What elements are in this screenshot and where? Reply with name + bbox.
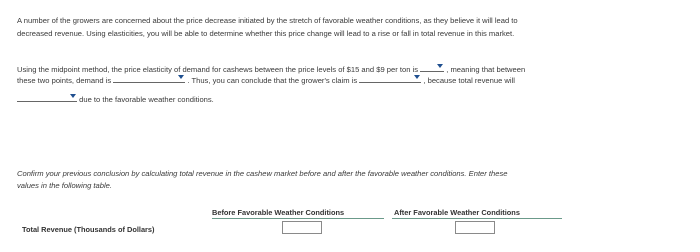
question-text-2a: these two points, demand is <box>17 76 112 85</box>
intro-line-1: A number of the growers are concerned about the price decrease initiated by the stretch of favorable weather conditions, as they believe it will lead to <box>17 16 518 25</box>
question-text-2b: . Thus, you can conclude that the grower's claim is <box>187 76 358 85</box>
chevron-down-icon <box>414 75 420 79</box>
question-text-3: due to the favorable weather conditions. <box>79 95 214 104</box>
demand-elasticity-dropdown[interactable] <box>113 74 185 83</box>
header-underline-after <box>392 218 562 219</box>
chevron-down-icon <box>437 64 443 68</box>
confirm-line-1: Confirm your previous conclusion by calculating total revenue in the cashew market before and after the favorable weather conditions. Enter these <box>17 169 508 178</box>
question-line-3 <box>17 93 214 105</box>
confirm-line-2: values in the following table. <box>17 181 112 190</box>
after-revenue-input[interactable] <box>455 221 495 234</box>
row-label-total-revenue: Total Revenue (Thousands of Dollars) <box>22 225 155 234</box>
column-header-before: Before Favorable Weather Conditions <box>212 208 345 217</box>
header-underline-before <box>212 218 384 219</box>
chevron-down-icon <box>178 75 184 79</box>
elasticity-dropdown[interactable] <box>420 63 444 72</box>
chevron-down-icon <box>70 94 76 98</box>
question-line-2 <box>17 74 515 86</box>
question-text-2c: , because total revenue will <box>423 76 515 85</box>
revenue-dropdown[interactable] <box>17 93 77 102</box>
question-text-1a: Using the midpoint method, the price elasticity of demand for cashews between the price levels of $15 and $9 per ton is <box>17 65 419 74</box>
column-header-after: After Favorable Weather Conditions <box>394 208 520 217</box>
before-revenue-input[interactable] <box>282 221 322 234</box>
question-text-1b: , meaning that between <box>446 65 526 74</box>
intro-line-2: decreased revenue. Using elasticities, you will be able to determine whether this price change will lead to a rise or fall in total revenue in this market. <box>17 29 515 38</box>
claim-dropdown[interactable] <box>359 74 421 83</box>
